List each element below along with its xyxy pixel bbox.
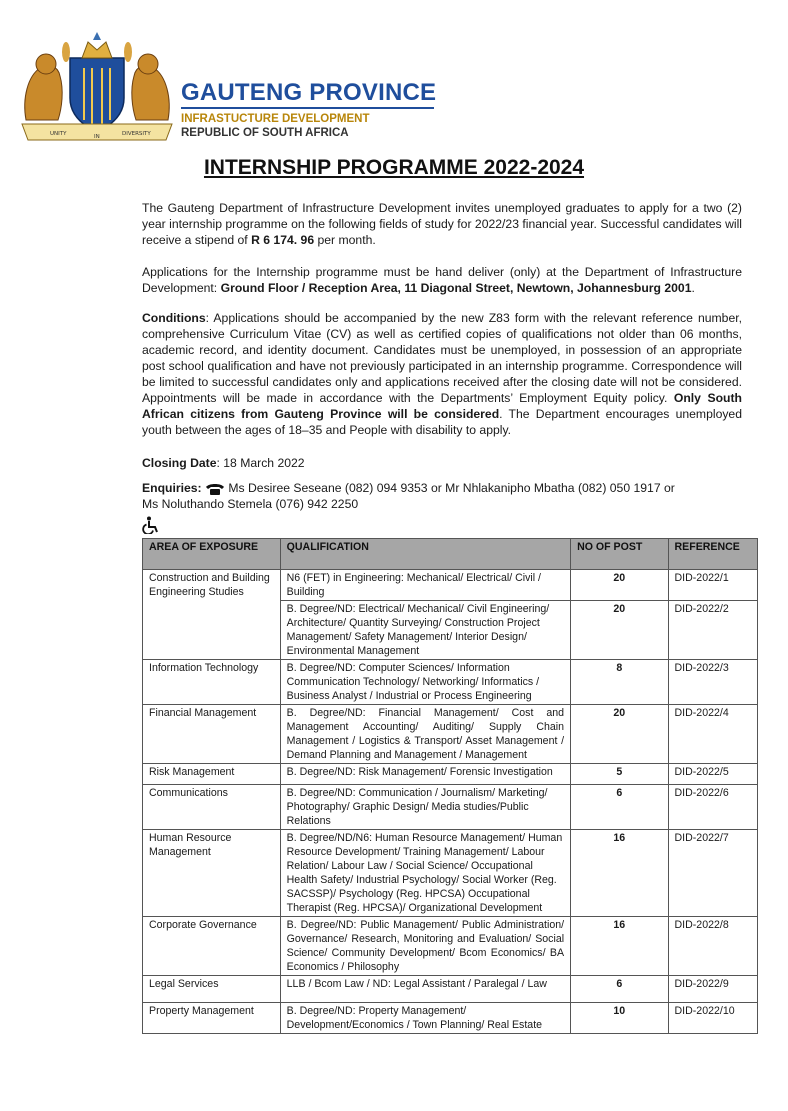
- delivery-address: Ground Floor / Reception Area, 11 Diagonal Street, Newtown, Johannesburg 2001: [220, 281, 692, 295]
- citizenship-requirement: Only South African citizens from Gauteng Province will be considered: [142, 391, 742, 421]
- wheelchair-accessibility-icon: [142, 516, 160, 534]
- intro-text-end: per month.: [314, 233, 376, 247]
- reference-cell: DID-2022/3: [668, 660, 757, 705]
- table-row: [143, 705, 758, 764]
- area-cell: Property Management: [143, 1003, 281, 1034]
- qualification-cell: B. Degree/ND/N6: Human Resource Management/ Human Resource Development/ Training Management/ Labour Relation/ Labour Law / Social Science/ Occupational Health Safety/ Industrial Psychology/ Social Worker (Reg. SACSSP)/ Psychology (Reg. HPCSA) Occupational Therapist (Reg. HPCSA)/ Organizational Development: [280, 830, 570, 917]
- area-cell: Corporate Governance: [143, 917, 281, 976]
- enquiries-line-1: Ms Desiree Seseane (082) 094 9353 or Mr Nhlakanipho Mbatha (082) 050 1917 or: [228, 481, 675, 495]
- posts-cell: 16: [571, 917, 668, 976]
- enquiries: [142, 480, 742, 512]
- posts-cell: 16: [571, 830, 668, 917]
- table-row: [143, 764, 758, 785]
- table-row: [143, 830, 758, 917]
- stipend-amount: R 6 174. 96: [251, 233, 315, 247]
- header-qualification: QUALIFICATION: [280, 539, 570, 570]
- posts-cell: 5: [571, 764, 668, 785]
- applications-text-end: .: [691, 281, 695, 295]
- conditions-text: : Applications should be accompanied by the new Z83 form with the relevant reference number, comprehensive Curriculum Vitae (CV) as well as certified copies of qualifications not older than 06 months, academic record, and identity document. Candidates must be unemployed, in possession of an appropriate post school qualification and have not previously participated in an internship programme. Correspondence will be limited to successful candidates only and applications received after the closing date will not be considered. Appointments will be made in accordance with the Departments’ Employment Equity policy.: [142, 311, 742, 405]
- posts-cell: 10: [571, 1003, 668, 1034]
- reference-cell: DID-2022/8: [668, 917, 757, 976]
- table-row: [143, 917, 758, 976]
- conditions-paragraph: [142, 310, 742, 438]
- org-header: [181, 80, 436, 140]
- reference-cell: DID-2022/5: [668, 764, 757, 785]
- reference-cell: DID-2022/1: [668, 570, 757, 601]
- page-title: INTERNSHIP PROGRAMME 2022-2024: [203, 156, 585, 179]
- qualification-cell: B. Degree/ND: Public Management/ Public Administration/ Governance/ Research, Monitoring and Evaluation/ Social Science/ Community Development/ Bcom Economics/ BA Economics / Philosophy: [280, 917, 570, 976]
- intro-paragraph: [142, 200, 742, 248]
- table-row: [143, 785, 758, 830]
- reference-cell: DID-2022/2: [668, 601, 757, 660]
- header-posts: NO OF POST: [571, 539, 668, 570]
- table-row: [143, 976, 758, 1003]
- reference-cell: DID-2022/7: [668, 830, 757, 917]
- closing-date: [142, 456, 305, 470]
- conditions-label: Conditions: [142, 311, 206, 325]
- closing-date-label: Closing Date: [142, 456, 217, 470]
- area-cell: Construction and Building Engineering Studies: [143, 570, 281, 660]
- coat-of-arms-logo: [18, 28, 176, 146]
- org-name: GAUTENG PROVINCE: [181, 79, 437, 106]
- vacancies-table: [142, 538, 758, 1034]
- area-cell: Human Resource Management: [143, 830, 281, 917]
- area-cell: Communications: [143, 785, 281, 830]
- svg-text:DIVERSITY: DIVERSITY: [122, 131, 151, 137]
- qualification-cell: B. Degree/ND: Property Management/ Development/Economics / Town Planning/ Real Estate: [280, 1003, 570, 1034]
- reference-cell: DID-2022/9: [668, 976, 757, 1003]
- reference-cell: DID-2022/10: [668, 1003, 757, 1034]
- enquiries-line-2: Ms Noluthando Stemela (076) 942 2250: [142, 497, 359, 511]
- svg-text:IN: IN: [94, 134, 100, 140]
- qualification-cell: N6 (FET) in Engineering: Mechanical/ Electrical/ Civil / Building: [280, 570, 570, 601]
- area-cell: Legal Services: [143, 976, 281, 1003]
- reference-cell: DID-2022/6: [668, 785, 757, 830]
- posts-cell: 20: [571, 601, 668, 660]
- area-cell: Risk Management: [143, 764, 281, 785]
- posts-cell: 8: [571, 660, 668, 705]
- qualification-cell: B. Degree/ND: Risk Management/ Forensic Investigation: [280, 764, 570, 785]
- posts-cell: 20: [571, 705, 668, 764]
- area-cell: Information Technology: [143, 660, 281, 705]
- country-name: REPUBLIC OF SOUTH AFRICA: [181, 127, 349, 139]
- qualification-cell: B. Degree/ND: Computer Sciences/ Information Communication Technology/ Networking/ Informatics / Business Analyst / Industrial or Process Engineering: [280, 660, 570, 705]
- table-row: [143, 1003, 758, 1034]
- qualification-cell: B. Degree/ND: Electrical/ Mechanical/ Civil Engineering/ Architecture/ Quantity Surveying/ Construction Project Management/ Safety Management/ Interior Design/ Environmental Management: [280, 601, 570, 660]
- org-divider: [181, 107, 434, 109]
- area-cell: Financial Management: [143, 705, 281, 764]
- applications-paragraph: [142, 264, 742, 296]
- closing-date-value: : 18 March 2022: [216, 456, 305, 470]
- table-row: [143, 660, 758, 705]
- reference-cell: DID-2022/4: [668, 705, 757, 764]
- qualification-cell: LLB / Bcom Law / ND: Legal Assistant / Paralegal / Law: [280, 976, 570, 1003]
- header-reference: REFERENCE: [668, 539, 757, 570]
- conditions-text-end: . The Department encourages unemployed youth between the ages of 18–35 and People with disability to apply.: [142, 407, 742, 437]
- telephone-icon: [205, 483, 225, 495]
- table-header-row: [143, 539, 758, 570]
- intro-text: The Gauteng Department of Infrastructure Development invites unemployed graduates to apply for a two (2) year internship programme on the following fields of study for 2022/23 financial year. Successful candidates will receive a stipend of: [142, 201, 742, 247]
- svg-text:UNITY: UNITY: [50, 131, 67, 137]
- header-area: AREA OF EXPOSURE: [143, 539, 281, 570]
- applications-text: Applications for the Internship programme must be hand deliver (only) at the Department of Infrastructure Development:: [142, 265, 742, 295]
- qualification-cell: B. Degree/ND: Financial Management/ Cost and Management Accounting/ Auditing/ Supply Chain Management / Logistics & Transport/ Asset Management / Demand Planning and Management / Management: [280, 705, 570, 764]
- enquiries-label: Enquiries:: [142, 481, 202, 495]
- posts-cell: 6: [571, 976, 668, 1003]
- department-name: INFRASTUCTURE DEVELOPMENT: [181, 113, 370, 125]
- posts-cell: 20: [571, 570, 668, 601]
- posts-cell: 6: [571, 785, 668, 830]
- table-row: [143, 570, 758, 601]
- qualification-cell: B. Degree/ND: Communication / Journalism/ Marketing/ Photography/ Graphic Design/ Media studies/Public Relations: [280, 785, 570, 830]
